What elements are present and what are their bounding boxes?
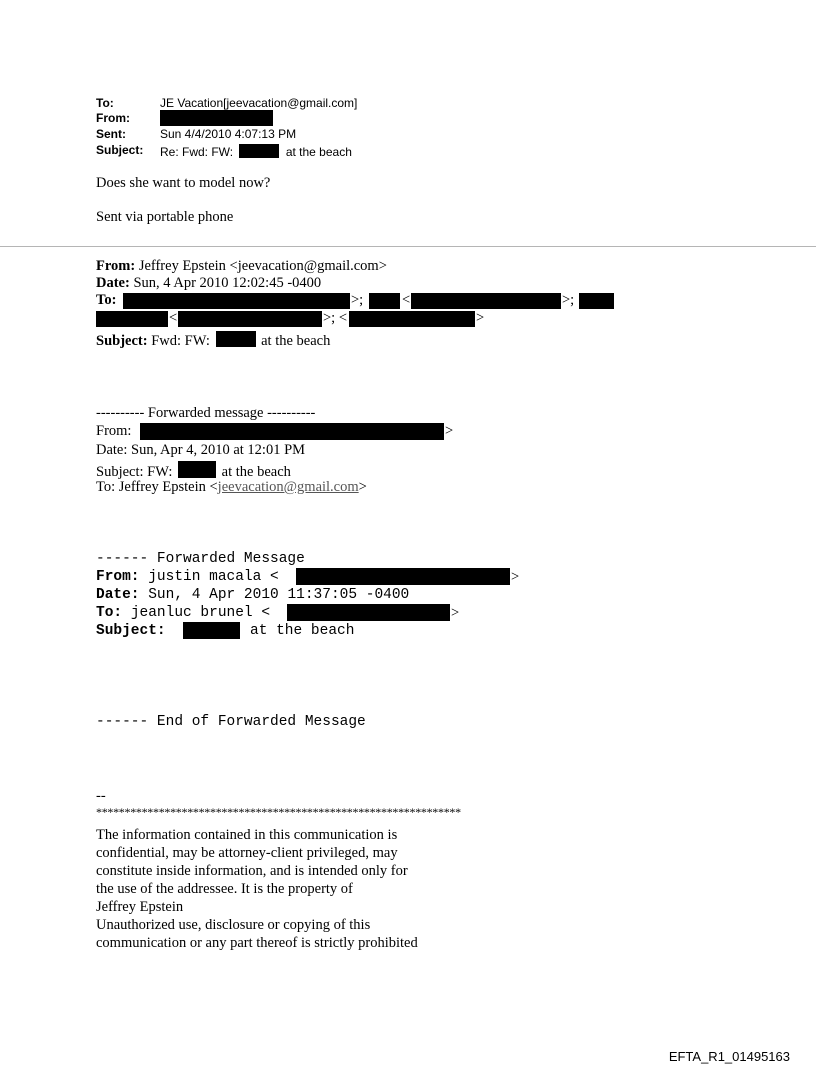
fwd2-from-row bbox=[96, 424, 131, 439]
separator-text: >; bbox=[562, 292, 575, 308]
disclaimer-line: the use of the addressee. It is the property of bbox=[96, 881, 353, 897]
header-sent-row bbox=[96, 127, 297, 141]
redaction-block bbox=[183, 622, 240, 639]
fwd2-to-suffix: > bbox=[358, 479, 367, 495]
separator-text: < bbox=[402, 292, 411, 308]
fwd1-from-value: Jeffrey Epstein <jeevacation@gmail.com> bbox=[138, 258, 387, 274]
email-link[interactable]: jeevacation@gmail.com bbox=[217, 479, 359, 495]
fwd3-to-value: jeanluc brunel < bbox=[130, 605, 271, 621]
fwd3-end-banner: ------ End of Forwarded Message bbox=[96, 714, 366, 730]
fwd1-subject-row bbox=[96, 331, 330, 349]
disclaimer-line: The information contained in this communication is bbox=[96, 827, 398, 843]
fwd2-subject-suffix: at the beach bbox=[221, 464, 291, 480]
redaction-block bbox=[123, 293, 350, 309]
redaction-block bbox=[579, 293, 614, 309]
fwd2-banner: ---------- Forwarded message ---------- bbox=[96, 405, 316, 421]
fwd2-from-label: From: bbox=[96, 423, 132, 439]
fwd1-date-label: Date: bbox=[96, 275, 130, 291]
fwd2-to-prefix: To: Jeffrey Epstein < bbox=[96, 479, 218, 495]
fwd2-subject-prefix: Subject: FW: bbox=[96, 464, 173, 480]
disclaimer-line: constitute inside information, and is intended only for bbox=[96, 863, 408, 879]
redaction-block bbox=[296, 568, 510, 585]
header-subject-row bbox=[96, 143, 352, 159]
subject-prefix: Re: Fwd: FW: bbox=[160, 145, 234, 159]
header-subject-value bbox=[160, 144, 352, 158]
disclaimer bbox=[96, 826, 418, 952]
fwd3-date-row bbox=[96, 588, 409, 603]
fwd3-subject-label: Subject: bbox=[96, 623, 166, 639]
signature-dashes: -- bbox=[96, 788, 106, 804]
header-subject-label: Subject: bbox=[96, 143, 144, 157]
fwd2-to-row bbox=[96, 480, 367, 495]
separator-text: >; < bbox=[323, 310, 348, 326]
header-to-value: JE Vacation[jeevacation@gmail.com] bbox=[160, 96, 358, 110]
redaction-block bbox=[178, 461, 216, 478]
fwd1-to-label: To: bbox=[96, 292, 117, 308]
fwd1-from-label: From: bbox=[96, 258, 136, 274]
separator-text: > bbox=[451, 605, 460, 621]
separator-text: < bbox=[169, 310, 178, 326]
redaction-block bbox=[239, 144, 279, 158]
star-divider: **************************************************************** bbox=[96, 805, 461, 819]
fwd3-from-label: From: bbox=[96, 569, 140, 585]
redaction-block bbox=[287, 604, 450, 621]
redaction-block bbox=[349, 311, 475, 327]
separator-text: > bbox=[511, 569, 520, 585]
fwd3-date-label: Date: bbox=[96, 587, 140, 603]
fwd1-date-row bbox=[96, 276, 321, 291]
redaction-block bbox=[178, 311, 322, 327]
disclaimer-line: Jeffrey Epstein bbox=[96, 899, 184, 915]
redaction-block bbox=[96, 311, 168, 327]
fwd1-date-value: Sun, 4 Apr 2010 12:02:45 -0400 bbox=[133, 275, 322, 291]
redaction-block bbox=[160, 110, 273, 126]
header-to-row bbox=[96, 96, 358, 110]
disclaimer-line: Unauthorized use, disclosure or copying of this bbox=[96, 917, 371, 933]
subject-suffix: at the beach bbox=[285, 145, 352, 159]
redaction-block bbox=[411, 293, 561, 309]
separator-text: >; bbox=[351, 292, 364, 308]
fwd3-banner: ------ Forwarded Message bbox=[96, 551, 305, 567]
fwd1-subject-prefix: Fwd: FW: bbox=[151, 333, 210, 349]
reply-line-1: Does she want to model now? bbox=[96, 175, 271, 191]
separator-text: > bbox=[476, 310, 485, 326]
fwd3-to-label: To: bbox=[96, 605, 123, 621]
disclaimer-line: confidential, may be attorney-client privileged, may bbox=[96, 845, 398, 861]
redaction-block bbox=[369, 293, 400, 309]
fwd3-subject-suffix: at the beach bbox=[250, 623, 355, 639]
fwd3-subject-row bbox=[96, 624, 166, 639]
fwd3-from-row bbox=[96, 570, 279, 585]
fwd3-from-value: justin macala < bbox=[148, 569, 279, 585]
header-sent-label: Sent: bbox=[96, 127, 126, 141]
separator-text: > bbox=[445, 423, 454, 439]
redaction-block bbox=[140, 423, 444, 440]
document-id: EFTA_R1_01495163 bbox=[668, 1049, 790, 1064]
fwd2-date-row: Date: Sun, Apr 4, 2010 at 12:01 PM bbox=[96, 442, 306, 458]
header-from-label: From: bbox=[96, 111, 130, 125]
fwd3-to-row bbox=[96, 606, 270, 621]
header-from-row bbox=[96, 112, 130, 124]
redaction-block bbox=[216, 331, 256, 347]
disclaimer-line: communication or any part thereof is strictly prohibited bbox=[96, 935, 418, 951]
fwd1-to-row bbox=[96, 293, 116, 308]
fwd1-subject-suffix: at the beach bbox=[261, 333, 331, 349]
fwd3-date-value: Sun, 4 Apr 2010 11:37:05 -0400 bbox=[148, 587, 410, 603]
reply-line-2: Sent via portable phone bbox=[96, 209, 234, 225]
fwd1-subject-label: Subject: bbox=[96, 333, 148, 349]
message-divider bbox=[0, 246, 816, 247]
header-to-label: To: bbox=[96, 96, 114, 110]
header-sent-value: Sun 4/4/2010 4:07:13 PM bbox=[160, 127, 297, 141]
fwd1-from-row bbox=[96, 259, 387, 274]
fwd2-subject-row bbox=[96, 461, 291, 480]
